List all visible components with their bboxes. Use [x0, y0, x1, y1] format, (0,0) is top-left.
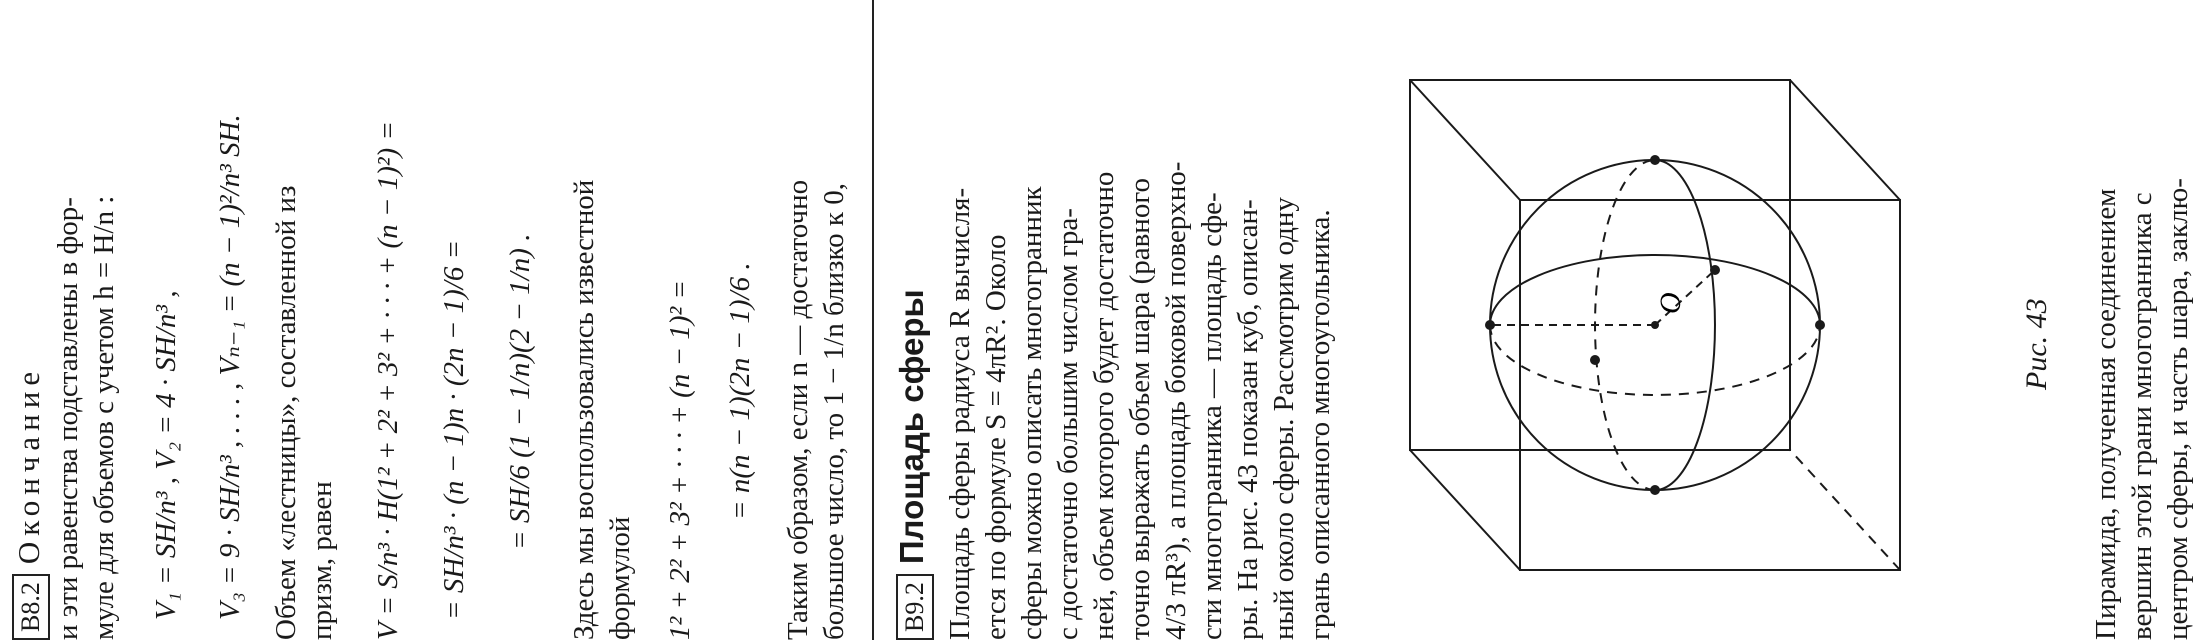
sphere-meridian-back [1490, 325, 1820, 395]
text-line: Пирамида, полученная соединением [2090, 188, 2122, 640]
text-line: Площадь сферы радиуса R вычисля- [944, 187, 976, 640]
text-line: и эти равенства подставлены в фор- [52, 197, 84, 640]
tangent-point [1650, 485, 1660, 495]
text-line: ры. На рис. 43 показан куб, описан- [1232, 199, 1264, 640]
formula-line: = SH/6 (1 − 1/n)(2 − 1/n) . [504, 233, 536, 550]
center-label: O [1654, 292, 1687, 314]
cube-hidden-edge [1790, 450, 1900, 570]
tangent-point [1710, 265, 1720, 275]
text-line: муле для объемов с учетом h = H/n : [88, 195, 120, 640]
section-b92-title: Площадь сферы [893, 289, 930, 565]
cube-edge [1410, 450, 1520, 570]
section-b92-label: B9.2 [896, 574, 934, 640]
tangent-point [1815, 320, 1825, 330]
text-line: Объем «лестницы», составленной из [270, 185, 302, 640]
text-line: сферы можно описать многогранник [1016, 186, 1048, 640]
text-line: большое число, то 1 − 1/n близко к 0, [818, 183, 850, 640]
tangent-point [1650, 155, 1660, 165]
section-b82-title: Окончание [11, 365, 46, 565]
center-point [1651, 321, 1659, 329]
tangent-point [1590, 355, 1600, 365]
formula-line: = SH/n³ · (n − 1)n · (2n − 1)/6 = [438, 239, 470, 620]
sphere-meridian-front [1490, 255, 1820, 325]
formula-line: V₃ = 9 · SH/n³ , . . . , Vₙ₋₁ = (n − 1)²/n³ SH. [214, 114, 246, 620]
section-b82-label: B8.2 [12, 574, 50, 640]
text-line: призм, равен [306, 481, 338, 640]
text-line: ный около сферы. Рассмотрим одну [1268, 197, 1300, 640]
text-line: с достаточно большим числом гра- [1052, 208, 1084, 640]
text-line: формулой [604, 516, 636, 640]
text-line: 4/3 πR³), а площадь боковой поверхно- [1160, 161, 1192, 640]
tangent-point [1485, 320, 1495, 330]
figure-caption: Рис. 43 [2020, 298, 2053, 390]
formula-line: = n(n − 1)(2n − 1)/6 . [724, 262, 756, 520]
text-line: Таким образом, если n — достаточно [782, 179, 814, 640]
figure-43-cube-sphere [1380, 40, 2000, 600]
section-divider [872, 0, 874, 640]
text-line: вершин этой грани многогранника с [2126, 192, 2158, 640]
section-b92-header [893, 289, 934, 640]
section-b82-header [12, 366, 50, 640]
text-line: ней, объем которого будет достаточно [1088, 171, 1120, 640]
sphere-equator-front [1655, 160, 1715, 490]
text-line: Здесь мы воспользовались известной [568, 179, 600, 640]
text-line: ется по формуле S = 4πR². Около [980, 234, 1012, 640]
cube-edge [1410, 80, 1520, 200]
cube-edge [1790, 80, 1900, 200]
text-line: грань описанного многоугольника. [1304, 209, 1336, 640]
formula-line: V = S/n³ · H(1² + 2² + 3² + · · · + (n − 1)²) = [372, 120, 404, 640]
formula-line: V₁ = SH/n³ , V₂ = 4 · SH/n³ , [150, 290, 182, 620]
text-line: сти многогранника — площадь сфе- [1196, 192, 1228, 640]
text-line: центром сферы, и часть шара, заклю- [2162, 178, 2194, 640]
text-line: точно выражать объем шара (равного [1124, 178, 1156, 640]
formula-line: 1² + 2² + 3² + · · · + (n − 1)² = [664, 279, 696, 640]
